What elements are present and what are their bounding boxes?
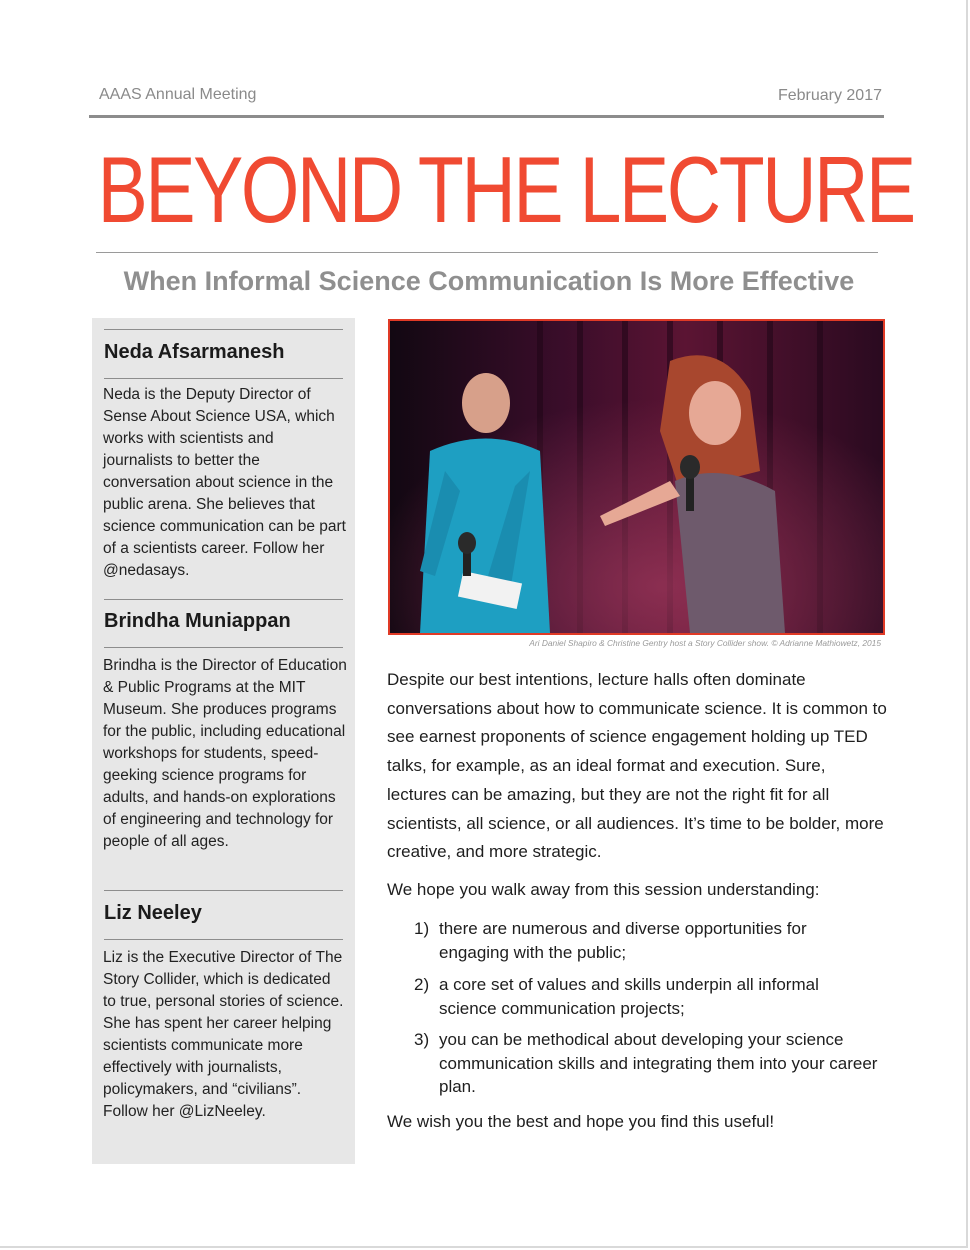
speaker-bio: Brindha is the Director of Education & Public Programs at the MIT Museum. She produces programs for the public, including educational workshops for students, speed-geeking science programs for adults, and hands-on explorations of engineering and technology for people of all ages. <box>103 657 347 850</box>
title-divider <box>96 252 878 253</box>
intro-paragraph: Despite our best intentions, lecture halls often dominate conversations about how to communicate science. It is common to see earnest proponents of science engagement holding up TED talks, for example, as an ideal format and execution. Sure, lectures can be amazing, but they are not the right fit for all scientists, all science, or all audiences. It’s time to be bolder, more creative, and more strategic. <box>387 670 887 862</box>
closing-paragraph: We wish you the best and hope you find this useful! <box>387 1112 775 1131</box>
stage-photo-illustration <box>390 321 883 633</box>
goal-number: 3) <box>414 1030 430 1049</box>
speaker-name: Brindha Muniappan <box>104 610 291 632</box>
header-divider <box>89 115 884 118</box>
event-photo <box>388 319 885 635</box>
goal-number: 2) <box>414 975 430 994</box>
goal-text: a core set of values and skills underpin all informal science communication projects; <box>439 975 819 1018</box>
sidebar-divider <box>104 939 343 940</box>
sidebar-divider <box>104 890 343 891</box>
event-date: February 2017 <box>777 87 882 104</box>
sidebar-divider <box>104 599 343 600</box>
goal-number: 1) <box>414 919 430 938</box>
sidebar-divider <box>104 378 343 379</box>
goal-item <box>414 973 894 1020</box>
sidebar-divider <box>104 647 343 648</box>
speaker-bio: Liz is the Executive Director of The Story Collider, which is dedicated to true, personal stories of science. She has spent her career helping scientists communicate more effectively with journalists, policymakers, and “civilians”. Follow her @LizNeeley. <box>103 949 344 1120</box>
photo-caption: Ari Daniel Shapiro & Christine Gentry host a Story Collider show. © Adrianne Mathiowetz, 2015 <box>529 638 881 648</box>
goal-item <box>414 1028 894 1099</box>
page-title: BEYOND THE LECTURE <box>97 137 914 242</box>
page-subtitle: When Informal Science Communication Is More Effective <box>123 266 855 296</box>
goal-item <box>414 917 894 964</box>
event-name: AAAS Annual Meeting <box>99 86 257 103</box>
speaker-bio: Neda is the Deputy Director of Sense About Science USA, which works with scientists and journalists to better the conversation about science in the public arena. She believes that science communication can be part of a scientists career. Follow her @nedasays. <box>103 386 346 579</box>
speaker-name: Liz Neeley <box>104 902 202 924</box>
sidebar-divider <box>104 329 343 330</box>
speaker-name: Neda Afsarmanesh <box>104 341 285 363</box>
goal-text: you can be methodical about developing your science communication skills and integrating them into your career plan. <box>439 1030 878 1096</box>
goal-text: there are numerous and diverse opportunities for engaging with the public; <box>439 919 807 962</box>
hope-paragraph: We hope you walk away from this session understanding: <box>387 880 820 899</box>
